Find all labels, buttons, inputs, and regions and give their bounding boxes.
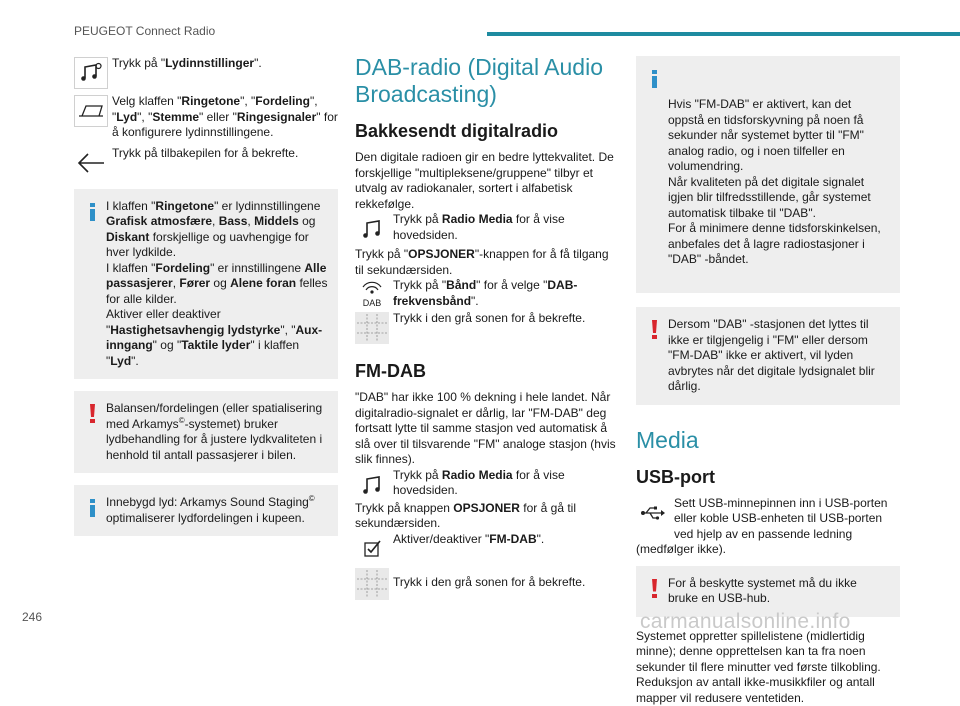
usb-icon xyxy=(636,497,670,529)
column-right xyxy=(636,56,900,706)
music-note-icon xyxy=(355,469,389,501)
subsection-title-fm-dab: FM-DAB xyxy=(355,360,619,382)
section-title-media: Media xyxy=(636,427,900,454)
checkbox-icon xyxy=(355,533,389,565)
instruction-grey-zone: Trykk i den grå sonen for å bekrefte. xyxy=(355,311,619,344)
info-note-fm-dab-shift: Hvis "FM-DAB" er aktivert, kan det oppstå en tidsforskyvning på noen få sekunder når systemet bytter til "FM" analog radio, og i noen tilfeller en volumendring. Når kvaliteten på det digitale signalet igjen blir tilfredsstillende, går systemet automatisk tilbake til "DAB". For å minimere denne tidsforskinkelsen, anbefales det å lagre radiostasjoner i "DAB" -båndet. xyxy=(636,56,900,293)
tabs-icon xyxy=(74,95,108,127)
svg-text:DAB: DAB xyxy=(363,298,382,308)
header-rule xyxy=(487,32,960,36)
instruction-sound-settings: Trykk på "Lydinnstillinger". xyxy=(74,56,338,89)
instruction-back-arrow: Trykk på tilbakepilen for å bekrefte. xyxy=(74,146,338,179)
warning-icon xyxy=(652,579,658,599)
music-note-icon xyxy=(355,213,389,245)
warning-icon xyxy=(652,320,658,340)
back-arrow-icon xyxy=(74,147,108,179)
instruction-radio-media-2: Trykk på Radio Media for å vise hovedsiden. xyxy=(355,468,619,501)
paragraph-playlists: Systemet oppretter spillelistene (midlertidig minne); denne opprettelsen kan ta fra noen sekunder til flere minutter ved første tilkobling. Reduksjon av antall ikke-musikkfiler og antall mapper vil redusere ventetiden. xyxy=(636,629,900,706)
paragraph-options: Trykk på "OPSJONER"-knappen for å få tilgang til sekundærsiden. xyxy=(355,247,619,278)
grid-icon xyxy=(355,568,389,600)
warning-note-dab-unavailable: Dersom "DAB" -stasjonen det lyttes til ikke er tilgjengelig i "FM" eller dersom "FM-DAB" ikke er aktivert, vil lyden avbrytes når det digitale lydsignalet blir dårlig. xyxy=(636,307,900,405)
column-middle xyxy=(355,54,619,605)
grid-icon xyxy=(355,312,389,344)
info-note-sound-tabs: I klaffen "Ringetone" er lydinnstillingene Grafisk atmosfære, Bass, Middels og Diskant forskjellige og uavhengige for hver lydkilde. I klaffen "Fordeling" er innstillingene Alle passasjerer, Fører og Alene foran felles for alle kilder. Aktiver eller deaktiver "Hastighetsavhengig lydstyrke", "Aux-inngang" og "Taktile lyder" i klaffen "Lyd". xyxy=(74,189,338,380)
info-note-arkamys: Innebygd lyd: Arkamys Sound Staging© optimaliserer lydfordelingen i kupeen. xyxy=(74,485,338,536)
subsection-title-terrestrial: Bakkesendt digitalradio xyxy=(355,120,619,142)
instruction-select-tab: Velg klaffen "Ringetone", "Fordeling", "Lyd", "Stemme" eller "Ringesignaler" for å konfigurere lydinnstillingene. xyxy=(74,94,338,141)
paragraph-options-2: Trykk på knappen OPSJONER for å gå til sekundærsiden. xyxy=(355,501,619,532)
instruction-band: DAB Trykk på "Bånd" for å velge "DAB-frekvensbånd". xyxy=(355,278,619,311)
info-icon xyxy=(652,70,657,88)
info-icon xyxy=(90,499,95,517)
column-left xyxy=(74,56,338,548)
paragraph-digital-radio: Den digitale radioen gir en bedre lyttekvalitet. De forskjellige "multipleksene/gruppene" tilbyr et utvalg av radiokanaler, sortert i alfabetisk rekkefølge. xyxy=(355,150,619,212)
warning-note-balance: Balansen/fordelingen (eller spatialisering med Arkamys©-systemet) bruker lydbehandling for å justere lydkvaliteten i henhold til antall passasjerer i bilen. xyxy=(74,391,338,473)
instruction-radio-media: Trykk på Radio Media for å vise hovedsiden. xyxy=(355,212,619,245)
instruction-fm-dab-toggle: Aktiver/deaktiver "FM-DAB". xyxy=(355,532,619,565)
info-icon xyxy=(90,203,95,221)
page-header: PEUGEOT Connect Radio xyxy=(74,24,215,38)
page-number: 246 xyxy=(22,610,42,624)
subsection-title-usb: USB-port xyxy=(636,466,900,488)
warning-icon xyxy=(90,404,96,424)
dab-icon xyxy=(355,279,389,311)
warning-note-usb-hub: For å beskytte systemet må du ikke bruke en USB-hub. xyxy=(636,566,900,617)
instruction-grey-zone-2: Trykk i den grå sonen for å bekrefte. xyxy=(355,567,619,600)
section-title-dab: DAB-radio (Digital Audio Broadcasting) xyxy=(355,54,619,108)
watermark: carmanualsonline.info xyxy=(640,610,851,634)
paragraph-fm-dab: "DAB" har ikke 100 % dekning i hele landet. Når digitalradio-signalet er dårlig, lar "FM-DAB" deg fortsatt lytte til samme stasjon ved automatisk å slå over til tilsvarende "FM" analoge stasjon (hvis slik finnes). xyxy=(355,390,619,468)
music-settings-icon xyxy=(74,57,108,89)
instruction-usb: Sett USB-minnepinnen inn i USB-porten eller koble USB-enheten til USB-porten ved hjelp av en passende ledning (medfølger ikke). xyxy=(636,496,900,558)
